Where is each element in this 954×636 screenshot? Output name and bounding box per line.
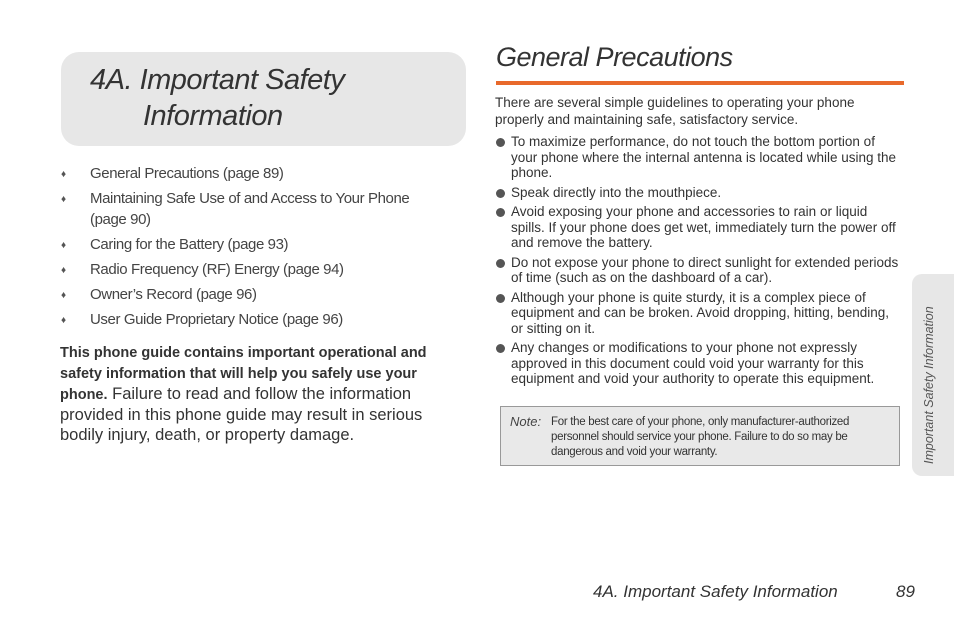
bullet-dot-icon — [496, 208, 505, 217]
toc-item[interactable] — [60, 234, 440, 255]
section-divider — [496, 81, 904, 85]
note-box — [500, 406, 900, 466]
bullet-dot-icon — [496, 138, 505, 147]
list-item — [495, 290, 903, 337]
side-tab[interactable] — [912, 274, 954, 476]
list-item-text: Avoid exposing your phone and accessories to rain or liquid spills. If your phone does get wet, immediately turn the power off and remove the battery. — [511, 204, 896, 250]
section-intro: There are several simple guidelines to operating your phone properly and maintaining safe, satisfactory service. — [495, 95, 855, 127]
list-item-text: Do not expose your phone to direct sunlight for extended periods of time (such as on the dashboard of a car). — [511, 254, 899, 285]
toc-item[interactable] — [60, 259, 440, 280]
diamond-bullet-icon: ♦ — [61, 240, 66, 251]
toc-item[interactable] — [60, 309, 440, 330]
chapter-contents-list — [60, 163, 440, 334]
list-item — [495, 204, 903, 251]
intro-paragraph — [60, 342, 445, 445]
toc-item[interactable] — [60, 188, 440, 230]
chapter-header — [61, 52, 466, 146]
list-item — [495, 134, 903, 181]
intro-bold-text: This phone guide contains important operational and safety information that will help you safely use your phone. — [60, 345, 427, 403]
toc-item-label: General Precautions (page 89) — [90, 165, 284, 182]
list-item-text: Although your phone is quite sturdy, it is a complex piece of equipment and can be broken. Avoid dropping, hitting, bending, or sitting on it. — [511, 289, 890, 336]
side-tab-label: Important Safety Information — [922, 306, 936, 464]
section-title: General Precautions — [496, 42, 733, 72]
footer-chapter-title: 4A. Important Safety Information — [593, 582, 838, 601]
note-text: For the best care of your phone, only manufacturer-authorized personnel should service your phone. Failure to do so may be dangerous and void your warranty. — [551, 416, 850, 458]
toc-item-label: Owner’s Record (page 96) — [90, 286, 257, 303]
precautions-list — [495, 134, 903, 391]
note-label: Note: — [510, 414, 542, 429]
list-item — [495, 340, 903, 387]
bullet-dot-icon — [496, 344, 505, 353]
list-item-text: Any changes or modifications to your phone not expressly approved in this document could void your warranty for this equipment and void your authority to operate this equipment. — [511, 340, 875, 386]
diamond-bullet-icon: ♦ — [61, 290, 66, 301]
toc-item[interactable] — [60, 284, 440, 305]
bullet-dot-icon — [496, 294, 505, 303]
diamond-bullet-icon: ♦ — [61, 194, 66, 205]
chapter-title-line2: Information — [143, 100, 283, 132]
toc-item[interactable] — [60, 163, 440, 184]
list-item-text: Speak directly into the mouthpiece. — [511, 184, 722, 200]
list-item-text: To maximize performance, do not touch the bottom portion of your phone where the internal antenna is located while using the phone. — [511, 134, 897, 180]
toc-item-label: User Guide Proprietary Notice (page 96) — [90, 311, 343, 328]
diamond-bullet-icon: ♦ — [61, 169, 66, 180]
bullet-dot-icon — [496, 259, 505, 268]
chapter-title — [90, 62, 344, 134]
diamond-bullet-icon: ♦ — [61, 265, 66, 276]
toc-item-label: Caring for the Battery (page 93) — [90, 236, 289, 253]
bullet-dot-icon — [496, 189, 505, 198]
list-item — [495, 255, 903, 286]
diamond-bullet-icon: ♦ — [61, 315, 66, 326]
page-number: 89 — [896, 582, 915, 601]
list-item — [495, 185, 903, 201]
chapter-title-line1: 4A. Important Safety — [90, 64, 345, 96]
toc-item-label: Radio Frequency (RF) Energy (page 94) — [90, 261, 344, 278]
intro-text: Failure to read and follow the information provided in this phone guide may result in serious bodily injury, death, or property damage. — [60, 385, 423, 444]
toc-item-label: Maintaining Safe Use of and Access to Your Phone (page 90) — [90, 190, 410, 228]
